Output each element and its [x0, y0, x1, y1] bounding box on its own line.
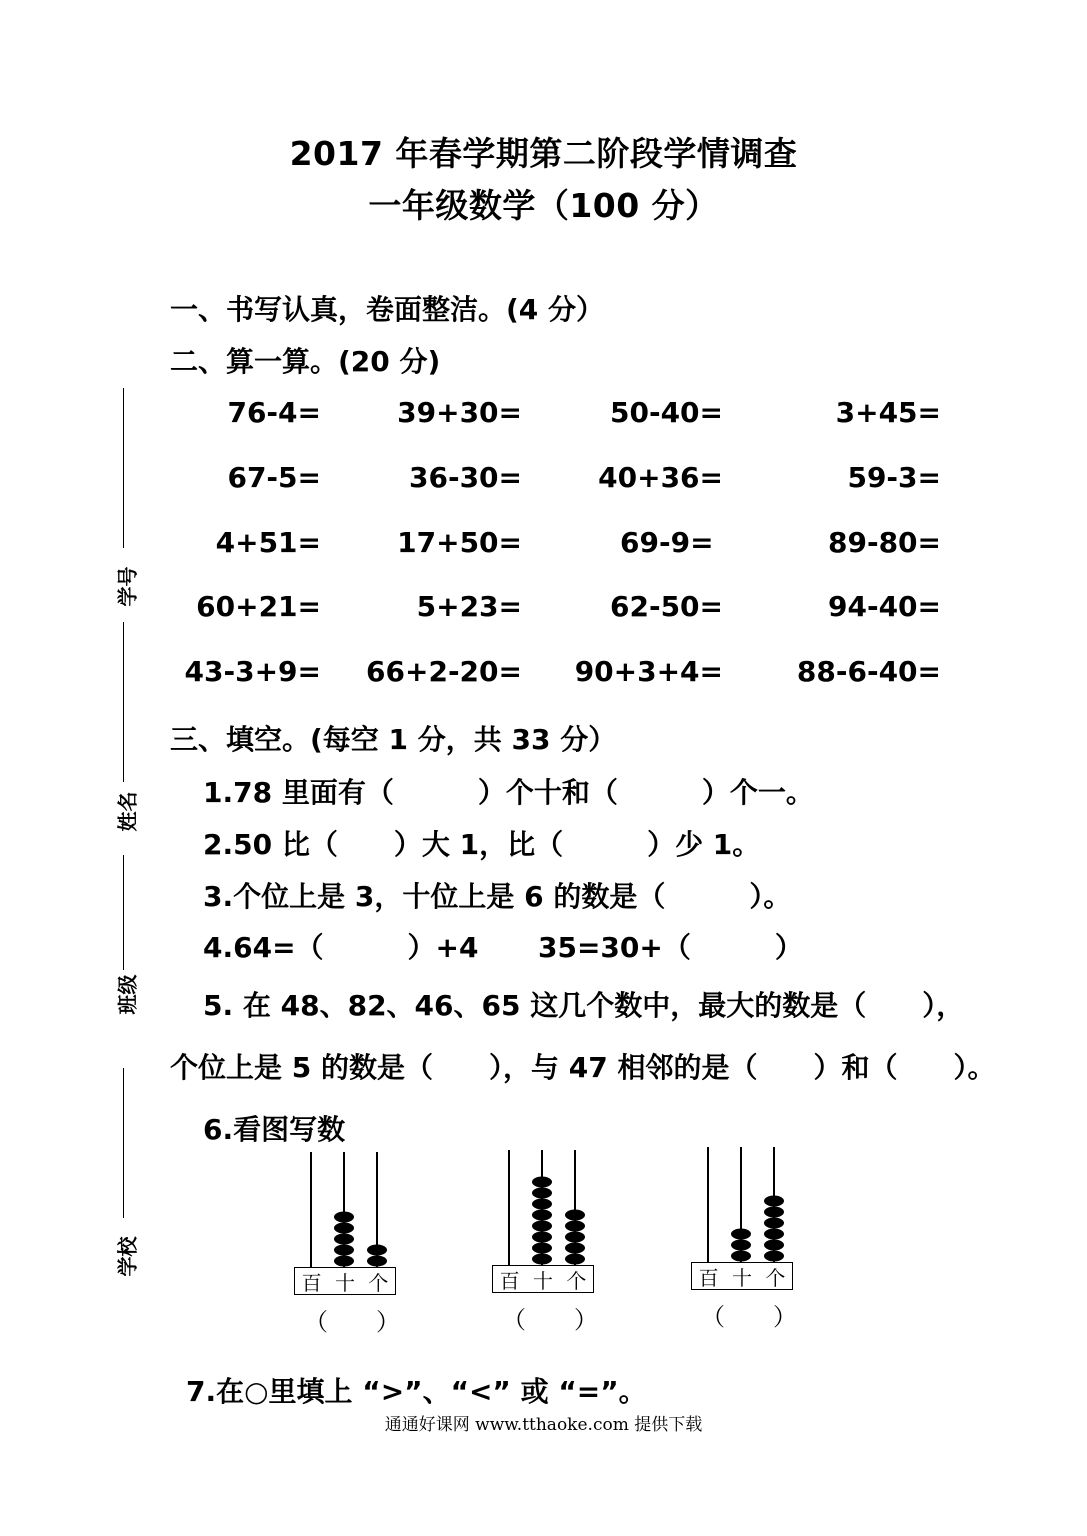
fill-question-3: 3.个位上是 3，十位上是 6 的数是（ ）。 [203, 880, 792, 913]
abacus-2-answer: （ ） [502, 1306, 598, 1334]
binding-line [123, 388, 124, 548]
abacus-bead [764, 1240, 784, 1251]
calc-item: 89-80= [827, 526, 941, 559]
place-label-tens: 十 [334, 1270, 355, 1295]
abacus-bead [334, 1212, 354, 1223]
abacus-bead [532, 1243, 552, 1254]
abacus-figure-2 [492, 1148, 596, 1338]
calc-item: 66+2-20= [366, 655, 522, 688]
abacus-3-place-labels [691, 1262, 793, 1290]
place-label-hundreds: 百 [301, 1270, 322, 1295]
side-label-name: 姓名 [115, 791, 140, 832]
abacus-bead [532, 1177, 552, 1188]
place-label-ones: 个 [765, 1265, 786, 1290]
fill-question-4b: 35=30+（ ） [538, 931, 803, 964]
abacus-bead [764, 1218, 784, 1229]
fill-question-4a: 4.64=（ ）+4 [203, 931, 479, 964]
calc-item: 76-4= [227, 396, 321, 429]
calc-item: 43-3+9= [184, 655, 321, 688]
side-label-school: 学校 [115, 1236, 140, 1277]
calc-item: 40+36= [598, 461, 723, 494]
abacus-bead [565, 1232, 585, 1243]
calc-item: 4+51= [215, 526, 321, 559]
calc-item: 90+3+4= [574, 655, 723, 688]
calc-item: 69-9= [620, 526, 714, 559]
side-label-student-id: 学号 [115, 566, 140, 607]
abacus-bead [731, 1229, 751, 1240]
section1-heading: 一、书写认真，卷面整洁。(4 分） [170, 293, 605, 326]
calc-item: 60+21= [196, 590, 321, 623]
place-label-tens: 十 [532, 1268, 553, 1293]
abacus-1-answer: （ ） [304, 1308, 400, 1336]
abacus-bead [367, 1256, 387, 1267]
calc-item: 62-50= [609, 590, 723, 623]
calc-item: 50-40= [609, 396, 723, 429]
binding-line [123, 1068, 124, 1218]
abacus-bead [764, 1196, 784, 1207]
footer-source: 通通好课网 www.tthaoke.com 提供下载 [384, 1415, 703, 1435]
section3-heading: 三、填空。(每空 1 分，共 33 分） [170, 723, 617, 756]
abacus-bead [334, 1234, 354, 1245]
abacus-bead [764, 1229, 784, 1240]
place-label-hundreds: 百 [499, 1268, 520, 1293]
abacus-1-place-labels [294, 1267, 396, 1295]
place-label-ones: 个 [368, 1270, 389, 1295]
place-label-tens: 十 [731, 1265, 752, 1290]
abacus-bead [565, 1254, 585, 1265]
calc-item: 94-40= [827, 590, 941, 623]
calc-item: 39+30= [397, 396, 522, 429]
abacus-bead [731, 1251, 751, 1262]
calc-item: 36-30= [408, 461, 522, 494]
abacus-bead [565, 1210, 585, 1221]
abacus-bead [565, 1243, 585, 1254]
binding-line [123, 855, 124, 970]
fill-question-1: 1.78 里面有（ ）个十和（ ）个一。 [203, 776, 814, 809]
abacus-bead [731, 1240, 751, 1251]
calc-item: 59-3= [847, 461, 941, 494]
abacus-figure-3 [691, 1145, 795, 1335]
abacus-bead [764, 1251, 784, 1262]
abacus-figure-1 [294, 1150, 398, 1340]
side-label-class: 班级 [115, 974, 140, 1015]
abacus-bead [334, 1223, 354, 1234]
calc-item: 88-6-40= [796, 655, 941, 688]
abacus-bead [532, 1232, 552, 1243]
fill-question-5-line2: 个位上是 5 的数是（ ），与 47 相邻的是（ ）和（ ）。 [170, 1051, 996, 1084]
page-title-line2: 一年级数学（100 分） [368, 186, 719, 225]
abacus-bead [764, 1207, 784, 1218]
place-label-hundreds: 百 [698, 1265, 719, 1290]
section2-heading: 二、算一算。(20 分) [170, 345, 441, 378]
fill-question-5-line1: 5. 在 48、82、46、65 这几个数中，最大的数是（ ）， [203, 989, 965, 1022]
calc-item: 17+50= [397, 526, 522, 559]
abacus-bead [334, 1256, 354, 1267]
abacus-bead [532, 1210, 552, 1221]
binding-line [123, 622, 124, 782]
abacus-bead [532, 1254, 552, 1265]
calc-item: 3+45= [835, 396, 941, 429]
page-title-line1: 2017 年春学期第二阶段学情调查 [289, 134, 798, 173]
abacus-bead [565, 1221, 585, 1232]
abacus-3-answer: （ ） [701, 1303, 797, 1331]
abacus-bead [532, 1188, 552, 1199]
fill-question-7: 7.在○里填上 “>”、“<” 或 “=”。 [186, 1375, 647, 1408]
calc-item: 5+23= [416, 590, 522, 623]
abacus-bead [532, 1199, 552, 1210]
abacus-bead [367, 1245, 387, 1256]
fill-question-6: 6.看图写数 [203, 1113, 346, 1146]
place-label-ones: 个 [566, 1268, 587, 1293]
abacus-bead [334, 1245, 354, 1256]
abacus-2-place-labels [492, 1265, 594, 1293]
calc-item: 67-5= [227, 461, 321, 494]
fill-question-2: 2.50 比（ ）大 1，比（ ）少 1。 [203, 828, 761, 861]
abacus-bead [532, 1221, 552, 1232]
